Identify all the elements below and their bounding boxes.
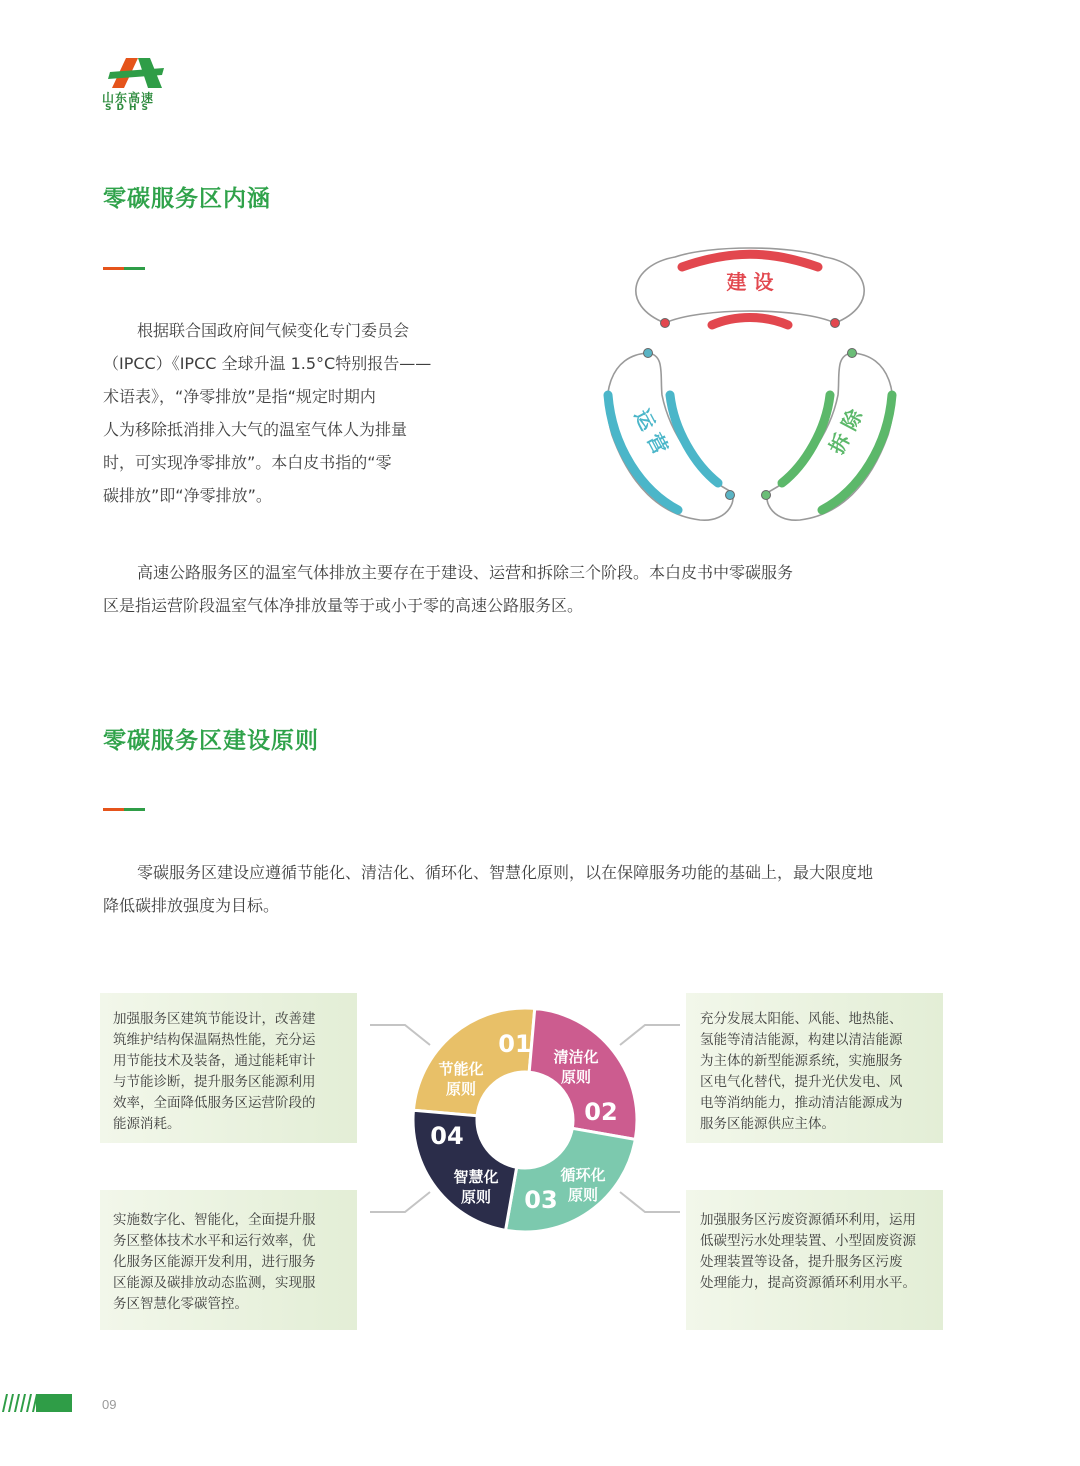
connector-line <box>620 1192 680 1212</box>
arc-left-inner <box>670 395 718 483</box>
ring-number-01: 01 <box>498 1030 532 1058</box>
connector-dot <box>726 491 735 500</box>
card-line: 处理装置等设备，提升服务区污废 <box>700 1254 903 1270</box>
section-title-principles: 零碳服务区建设原则 <box>103 728 319 754</box>
card-line: 服务区能源供应主体。 <box>700 1116 835 1132</box>
card-clean-energy <box>686 993 943 1143</box>
card-energy-saving <box>100 993 357 1143</box>
stages-paragraph <box>103 556 983 622</box>
ring-sublabel-energy: 原则 <box>445 1080 477 1098</box>
card-line: 充分发展太阳能、风能、地热能、 <box>700 1011 903 1027</box>
card-smart <box>100 1190 357 1330</box>
petal-outline-left <box>607 353 733 520</box>
title-accent-bar <box>103 267 145 270</box>
stage-label-demolition: 拆 除 <box>824 405 868 459</box>
text-line: 降低碳排放强度为目标。 <box>103 896 280 915</box>
text-line: 时，可实现净零排放”。本白皮书指的“零 <box>103 453 392 472</box>
title-accent-bar <box>103 808 145 811</box>
logo-text: 山东高速 <box>102 91 155 105</box>
ring-number-04: 04 <box>430 1122 464 1150</box>
connector-dot <box>762 491 771 500</box>
text-line: 高速公路服务区的温室气体排放主要存在于建设、运营和拆除三个阶段。本白皮书中零碳服务 <box>137 563 794 582</box>
arc-top-outer <box>682 254 818 267</box>
card-line: 务区智慧化零碳管控。 <box>113 1296 248 1312</box>
text-line: 碳排放”即“净零排放”。 <box>103 486 272 505</box>
logo-abbr: SDHS <box>105 103 153 113</box>
text-line: （IPCC）《IPCC 全球升温 1.5°C特别报告—— <box>103 354 432 373</box>
logo-a-icon <box>108 58 164 90</box>
text-line: 根据联合国政府间气候变化专门委员会 <box>137 321 410 340</box>
card-line: 能源消耗。 <box>113 1116 181 1132</box>
connector-line <box>620 1025 680 1045</box>
card-line: 区能源及碳排放动态监测，实现服 <box>113 1275 316 1291</box>
connector-dot <box>831 319 840 328</box>
card-line: 电等消纳能力，推动清洁能源成为 <box>700 1095 903 1111</box>
text-line: 人为移除抵消排入大气的温室气体人为排量 <box>103 420 408 439</box>
ring-number-02: 02 <box>584 1098 618 1126</box>
ring-label-energy: 节能化 <box>438 1060 484 1078</box>
card-recycling <box>686 1190 943 1330</box>
card-line: 用节能技术及装备，通过能耗审计 <box>113 1053 316 1069</box>
card-line: 加强服务区污废资源循环利用，运用 <box>700 1212 916 1228</box>
logo <box>100 58 170 118</box>
connector-dot <box>644 349 653 358</box>
page-number: 09 <box>102 1397 117 1412</box>
card-line: 低碳型污水处理装置、小型固废资源 <box>700 1233 916 1249</box>
card-line: 筑维护结构保温隔热性能，充分运 <box>113 1032 316 1048</box>
arc-right-inner <box>782 395 830 483</box>
connector-line <box>370 1192 430 1212</box>
card-line: 为主体的新型能源系统，实施服务 <box>700 1053 903 1069</box>
card-line: 化服务区能源开发利用，进行服务 <box>113 1254 316 1270</box>
section-title-connotation: 零碳服务区内涵 <box>103 186 271 212</box>
card-line: 效率，全面降低服务区运营阶段的 <box>113 1095 316 1111</box>
ring-sublabel-clean: 原则 <box>560 1068 592 1086</box>
arc-top-inner <box>712 318 788 326</box>
ring-number-03: 03 <box>524 1186 558 1214</box>
principles-paragraph <box>103 856 983 922</box>
ring-sublabel-recycle: 原则 <box>567 1186 599 1204</box>
lifecycle-diagram <box>590 235 910 535</box>
card-line: 加强服务区建筑节能设计，改善建 <box>113 1011 316 1027</box>
card-line: 务区整体技术水平和运行效率，优 <box>113 1233 316 1249</box>
footer-stripe <box>0 1394 72 1412</box>
connector-dot <box>848 349 857 358</box>
intro-paragraph <box>103 314 463 512</box>
card-line: 实施数字化、智能化，全面提升服 <box>113 1212 316 1228</box>
text-line: 术语表》，“净零排放”是指“规定时期内 <box>103 387 376 406</box>
connector-dot <box>661 319 670 328</box>
stage-label-operation: 运 营 <box>629 405 673 459</box>
ring-sublabel-smart: 原则 <box>460 1188 492 1206</box>
ring-label-smart: 智慧化 <box>453 1168 499 1186</box>
card-line: 处理能力，提高资源循环利用水平。 <box>700 1275 916 1291</box>
stage-label-construction: 建 设 <box>726 270 774 294</box>
ring-label-clean: 清洁化 <box>553 1048 599 1066</box>
connector-line <box>370 1025 430 1045</box>
card-line: 区电气化替代，提升光伏发电、风 <box>700 1074 903 1090</box>
card-line: 与节能诊断，提升服务区能源利用 <box>113 1074 316 1090</box>
text-line: 零碳服务区建设应遵循节能化、清洁化、循环化、智慧化原则，以在保障服务功能的基础上，最大限度地 <box>137 863 874 882</box>
ring-label-recycle: 循环化 <box>560 1166 606 1184</box>
principles-ring-diagram <box>365 1000 685 1240</box>
card-line: 氢能等清洁能源，构建以清洁能源 <box>700 1032 903 1048</box>
text-line: 区是指运营阶段温室气体净排放量等于或小于零的高速公路服务区。 <box>103 596 584 615</box>
